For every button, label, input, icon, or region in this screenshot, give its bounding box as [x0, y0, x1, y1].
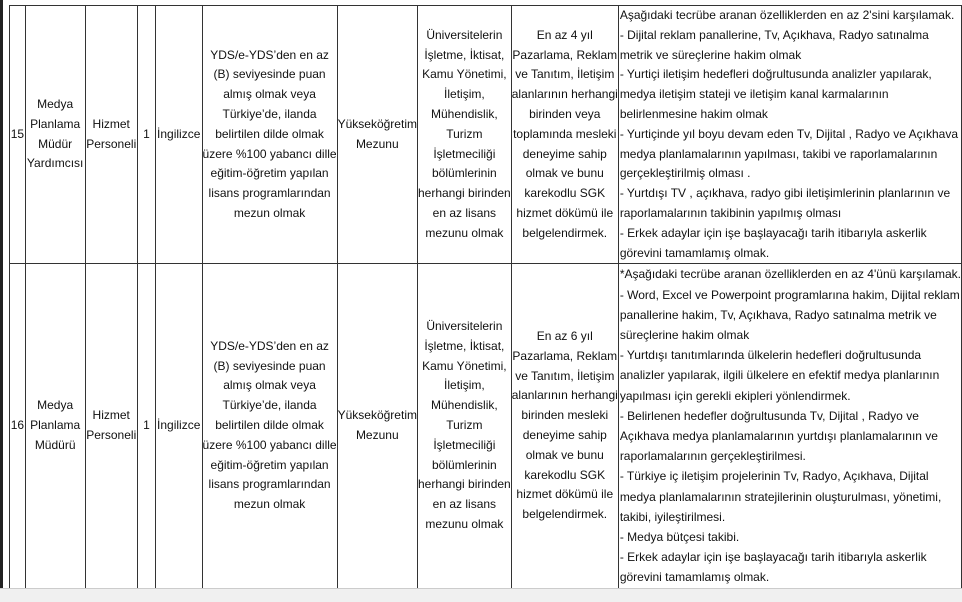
- bottom-bar: [0, 588, 962, 602]
- departments-line: herhangi birinden: [417, 477, 511, 492]
- staff-class-line: Hizmet: [92, 116, 130, 131]
- qualifications-line: yapılması için gerekli ekipleri yönlendirmek.: [619, 388, 851, 403]
- departments-line: Turizm: [446, 418, 483, 433]
- language-requirement-line: lisans programlarından: [208, 477, 331, 492]
- language-requirement-cell: [202, 264, 337, 588]
- language-requirement-line: eğitim-öğretim yapılan: [210, 166, 329, 181]
- position-title-line: Medya: [37, 398, 74, 413]
- qualifications-line: panallerine hakim, Tv, Açıkhava, Radyo satınalma metrik ve: [619, 307, 937, 322]
- education-level-line: Mezunu: [355, 427, 399, 442]
- experience-line: deneyime sahip: [522, 146, 607, 161]
- language-requirement-line: almış olmak veya: [223, 378, 316, 393]
- departments-line: Kamu Yönetimi,: [422, 67, 507, 82]
- experience-line: birinden mesleki: [521, 408, 609, 423]
- experience-line: deneyime sahip: [522, 427, 607, 442]
- position-title-line: Yardımcısı: [26, 156, 84, 171]
- experience-line: Pazarlama, Reklam: [512, 348, 618, 363]
- qualifications-line: analizler yapılarak, ilgili ülkelere en efektif medya planlarının: [619, 368, 940, 383]
- qualifications-line: - Yurtiçi iletişim hedefleri doğrultusunda analizler yapılarak,: [619, 67, 932, 82]
- qualifications-line: takibi, iyileştirilmesi.: [619, 509, 726, 524]
- qualifications-line: medya planlamalarının yapılması, takibi ve raporlamalarının: [619, 146, 938, 161]
- language-requirement-line: Türkiye’de, ilanda: [222, 398, 317, 413]
- qualifications-line: medya iletişim stateji ve iletişim kanal karmalarının: [619, 87, 889, 102]
- position-title-line: Planlama: [30, 418, 81, 433]
- departments-line: İşletmeciliği: [433, 437, 496, 452]
- table-row: [10, 264, 962, 588]
- departments-line: Üniversitelerin: [426, 27, 503, 42]
- experience-line: alanlarının herhangi: [511, 388, 618, 403]
- staff-class-line: Personeli: [86, 427, 137, 442]
- experience-line: hizmet dökümü ile: [516, 487, 614, 502]
- table-row: [10, 6, 962, 264]
- position-title-line: Müdürü: [34, 437, 76, 452]
- qualifications-line: - Türkiye iç iletişim projelerinin Tv, Radyo, Açıkhava, Dijital: [619, 469, 929, 484]
- page-edge: [0, 0, 3, 601]
- position-count-cell: 1: [137, 6, 155, 264]
- qualifications-line: - Word, Excel ve Powerpoint programlarına hakim, Dijital reklam: [619, 287, 960, 302]
- staff-class-cell: [85, 6, 137, 264]
- departments-line: İşletme, İktisat,: [424, 338, 505, 353]
- experience-line: ve Tanıtım, İletişim: [515, 368, 615, 383]
- education-level-cell: [337, 264, 417, 588]
- position-title-line: Müdür: [38, 136, 73, 151]
- experience-line: alanlarının herhangi: [511, 87, 618, 102]
- experience-line: En az 4 yıl: [536, 27, 593, 42]
- education-level-line: Mezunu: [355, 136, 399, 151]
- experience-line: toplamında mesleki: [513, 126, 617, 141]
- qualifications-line: - Erkek adaylar için işe başlayacağı tarih itibarıyla askerlik: [619, 225, 927, 240]
- language-requirement-cell: [202, 6, 337, 264]
- row-number-cell: 15: [10, 6, 26, 264]
- qualifications-line: - Yurtdışı TV , açıkhava, radyo gibi iletişimlerinin planlarının ve: [619, 186, 951, 201]
- language-requirement-line: mezun olmak: [233, 205, 306, 220]
- language-requirement-line: (B) seviyesinde puan: [213, 67, 326, 82]
- qualifications-line: - Yurtdışı tanıtımlarında ülkelerin hedefleri doğrultusunda: [619, 348, 922, 363]
- language-requirement-line: üzere %100 yabancı dille: [202, 437, 337, 452]
- qualifications-line: - Yurtiçinde yıl boyu devam eden Tv, Dijital , Radyo ve Açıkhava: [619, 126, 958, 141]
- departments-line: herhangi birinden: [417, 186, 511, 201]
- departments-line: en az lisans: [432, 497, 497, 512]
- departments-line: Mühendislik,: [431, 398, 498, 413]
- experience-line: birinden veya: [529, 106, 601, 121]
- position-title-line: Planlama: [30, 116, 81, 131]
- departments-cell: [417, 6, 511, 264]
- qualifications-line: raporlamalarının takibinin yapılmış olması: [619, 205, 842, 220]
- position-count-cell: 1: [137, 264, 155, 588]
- language-requirement-line: YDS/e-YDS’den en az: [210, 338, 329, 353]
- departments-line: Kamu Yönetimi,: [422, 358, 507, 373]
- education-level-line: Yükseköğretim: [337, 408, 417, 423]
- qualifications-line: - Dijital reklam panallerine, Tv, Açıkhava, Radyo satınalma: [619, 27, 929, 42]
- experience-line: hizmet dökümü ile: [516, 205, 614, 220]
- education-level-line: Yükseköğretim: [337, 116, 417, 131]
- experience-line: karekodlu SGK: [524, 467, 606, 482]
- departments-line: Üniversitelerin: [426, 319, 503, 334]
- experience-line: En az 6 yıl: [536, 329, 593, 343]
- qualifications-line: görevini tamamlamış olmak.: [619, 245, 770, 260]
- language-cell: İngilizce: [155, 264, 202, 588]
- qualifications-line: - Medya bütçesi takibi.: [619, 530, 740, 544]
- language-requirement-line: lisans programlarından: [208, 186, 331, 201]
- departments-line: bölümlerinin: [432, 166, 497, 181]
- language-requirement-line: (B) seviyesinde puan: [213, 358, 326, 373]
- language-requirement-line: üzere %100 yabancı dille: [202, 146, 337, 161]
- qualifications-cell: [618, 264, 961, 588]
- departments-line: mezunu olmak: [425, 225, 504, 240]
- departments-line: İletişim,: [444, 378, 485, 393]
- language-requirement-line: belirtilen dilde olmak: [215, 126, 324, 141]
- qualifications-line: - Erkek adaylar için işe başlayacağı tarih itibarıyla askerlik: [619, 550, 927, 565]
- qualifications-cell: [618, 6, 961, 264]
- departments-line: İşletme, İktisat,: [424, 47, 505, 62]
- experience-line: Pazarlama, Reklam: [512, 47, 618, 62]
- qualifications-line: gerçekleştirilmiş olması .: [619, 166, 751, 181]
- qualifications-line: Aşağıdaki tecrübe aranan özelliklerden en az 2'sini karşılamak.: [619, 8, 955, 22]
- departments-line: İşletmeciliği: [433, 146, 496, 161]
- staff-class-cell: [85, 264, 137, 588]
- qualifications-line: Açıkhava medya planlamalarının yurtdışı planlamalarının ve: [619, 428, 938, 443]
- qualifications-line: raporlamalarının gerçekleştirilmesi.: [619, 449, 806, 464]
- language-requirement-line: belirtilen dilde olmak: [215, 418, 324, 433]
- departments-line: Mühendislik,: [431, 106, 498, 121]
- language-requirement-line: almış olmak veya: [223, 87, 316, 102]
- position-title-cell: [25, 264, 85, 588]
- experience-line: belgelendirmek.: [522, 225, 608, 240]
- language-requirement-line: mezun olmak: [233, 497, 306, 512]
- experience-cell: [511, 264, 618, 588]
- qualifications-line: metrik ve süreçlerine hakim olmak: [619, 47, 802, 62]
- departments-line: bölümlerinin: [432, 457, 497, 472]
- experience-line: olmak ve bunu: [525, 447, 604, 462]
- departments-line: en az lisans: [432, 205, 497, 220]
- language-requirement-line: Türkiye’de, ilanda: [222, 106, 317, 121]
- departments-line: İletişim,: [444, 87, 485, 102]
- staff-class-line: Personeli: [86, 136, 137, 151]
- qualifications-line: - Belirlenen hedefler doğrultusunda Tv, Dijital , Radyo ve: [619, 408, 919, 423]
- departments-cell: [417, 264, 511, 588]
- experience-line: belgelendirmek.: [522, 507, 608, 522]
- language-cell: İngilizce: [155, 6, 202, 264]
- qualifications-line: medya planlamalarının stratejilerinin oluşturulması, yönetimi,: [619, 489, 942, 504]
- row-number-cell: 16: [10, 264, 26, 588]
- position-title-line: Medya: [37, 97, 74, 112]
- qualifications-line: süreçlerine hakim olmak: [619, 327, 750, 342]
- qualifications-line: belirlenmesine hakim olmak: [619, 106, 768, 121]
- qualifications-line: *Aşağıdaki tecrübe aranan özelliklerden en az 4'ünü karşılamak.: [619, 267, 961, 282]
- departments-line: Turizm: [446, 126, 483, 141]
- experience-cell: [511, 6, 618, 264]
- language-requirement-line: eğitim-öğretim yapılan: [210, 457, 329, 472]
- experience-line: ve Tanıtım, İletişim: [515, 67, 615, 82]
- qualifications-line: görevini tamamlamış olmak.: [619, 570, 770, 585]
- experience-line: olmak ve bunu: [525, 166, 604, 181]
- position-title-cell: [25, 6, 85, 264]
- experience-line: karekodlu SGK: [524, 186, 606, 201]
- departments-line: mezunu olmak: [425, 517, 504, 532]
- job-table: [9, 5, 962, 589]
- education-level-cell: [337, 6, 417, 264]
- language-requirement-line: YDS/e-YDS’den en az: [210, 47, 329, 62]
- staff-class-line: Hizmet: [92, 408, 130, 423]
